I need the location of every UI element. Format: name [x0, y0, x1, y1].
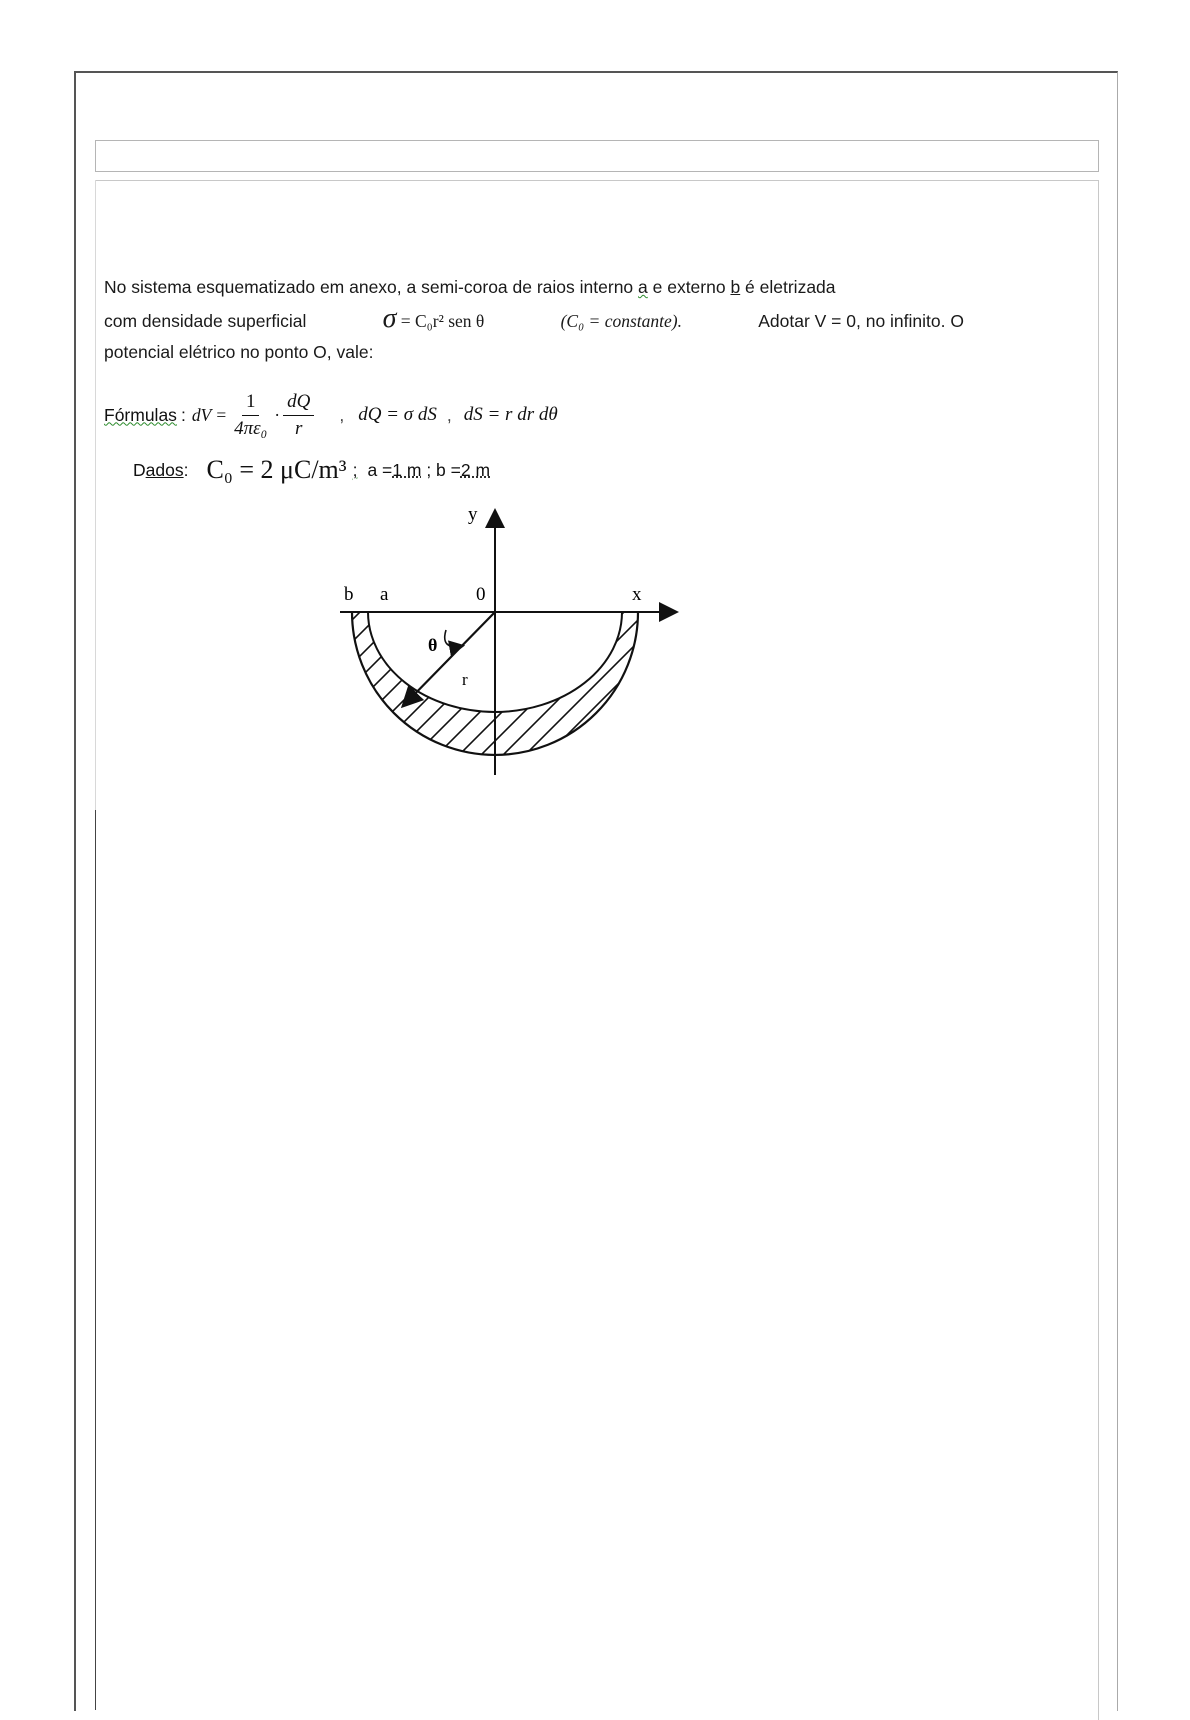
label-theta: θ — [428, 635, 438, 655]
b-value: 2 m — [460, 459, 491, 480]
radius-arrow — [404, 612, 495, 705]
header-box — [95, 140, 1099, 172]
content-border-left-top — [95, 180, 96, 810]
label-b: b — [344, 584, 354, 605]
label-a: a — [380, 584, 389, 605]
fraction-constant: $\frac{1}{\text{4πε₀}}$ — [234, 390, 268, 439]
dv-lhs: dV = — [191, 404, 228, 425]
label-y: y — [468, 504, 478, 525]
dados-label: Dados: — [133, 459, 189, 480]
a-value: 1 m — [392, 459, 422, 480]
dq-formula: dQ = σ dS — [358, 404, 437, 425]
radius-a-label: a — [638, 277, 648, 297]
formulas-row: Fórmulas : dV = $\frac{1}{\text{4πε₀}}$ · $\frac{dQ}{r}$ , dQ = σ dS , dS = r dr dθ — [104, 390, 558, 439]
label-r: r — [462, 670, 468, 689]
content-border-left — [95, 810, 96, 1710]
ds-formula: dS = r dr dθ — [463, 404, 558, 425]
label-origin: 0 — [476, 584, 486, 605]
c0-value: C₀ = 2 μC/m³ — [206, 455, 347, 484]
problem-statement — [104, 272, 964, 368]
theta-arc — [445, 630, 462, 647]
problem-line-2: com densidade superficial σ = C₀r² sen θ (C₀ = constante). Adotar V = 0, no infinito. O — [104, 303, 964, 337]
sigma-expression: σ = C₀r² sen θ — [382, 303, 485, 334]
fraction-dq-r: $\frac{dQ}{r}$ — [283, 391, 314, 440]
radius-b-label: b — [730, 277, 741, 297]
formulas-label: Fórmulas — [104, 404, 177, 425]
semi-annulus-diagram — [340, 500, 720, 800]
dados-row: Dados: C₀ = 2 μC/m³ ; a = 1 m ; b = 2 m — [133, 455, 491, 484]
label-x: x — [632, 584, 642, 605]
semi-annulus-region — [340, 570, 720, 784]
problem-line-3: potencial elétrico no ponto O, vale: — [104, 342, 374, 362]
problem-line-1: No sistema esquematizado em anexo, a semi-coroa de raios interno a e externo b é eletrizada — [104, 277, 836, 297]
